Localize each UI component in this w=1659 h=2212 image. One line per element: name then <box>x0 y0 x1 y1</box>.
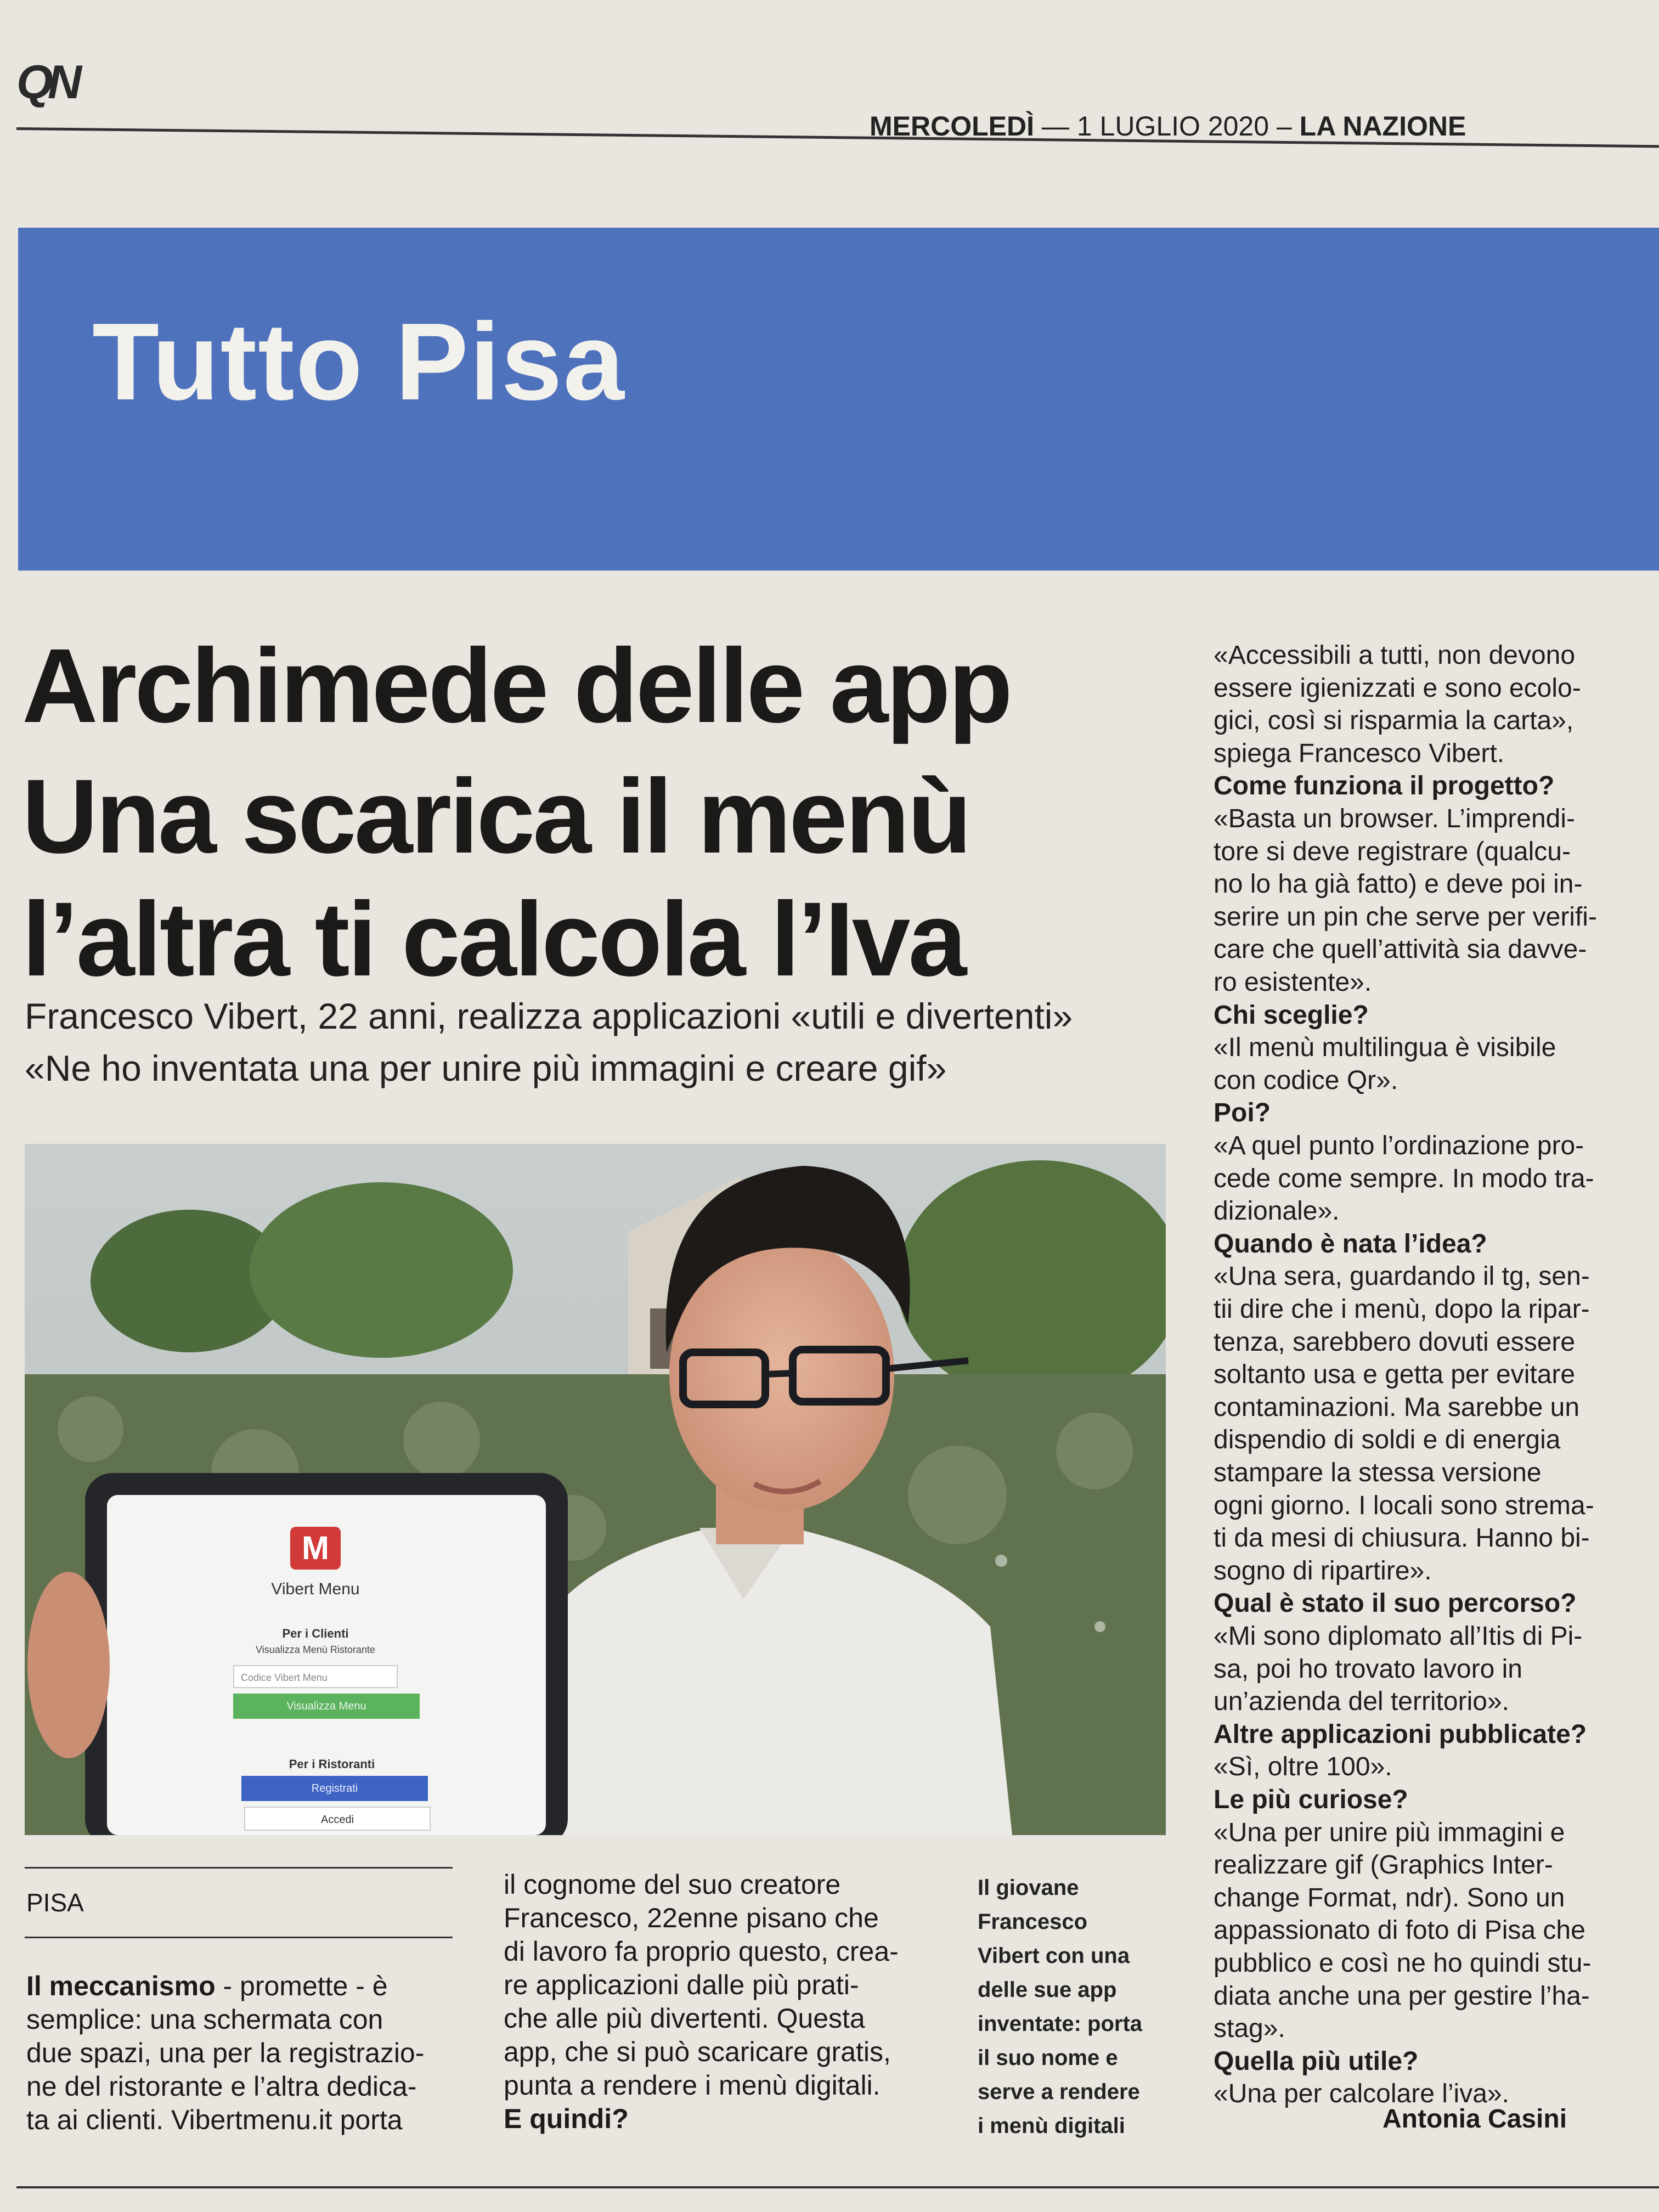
col2-line-3: di lavoro fa proprio questo, crea- <box>504 1936 899 1967</box>
headline-line-3: l’altra ti calcola l’Iva <box>22 880 965 998</box>
issue-dateline: MERCOLEDÌ — 1 LUGLIO 2020 – LA NAZIONE <box>870 111 1466 142</box>
article-text-line: «Accessibili a tutti, non devono <box>1214 641 1576 670</box>
article-text-line: tore si deve registrare (qualcu- <box>1214 837 1571 866</box>
article-text-line: un’azienda del territorio». <box>1214 1687 1509 1717</box>
caption-line-5: inventate: porta <box>978 2012 1143 2036</box>
article-text-line: ogni giorno. I locali sono strema- <box>1214 1491 1594 1520</box>
tablet-restaurants-heading: Per i Ristoranti <box>289 1757 375 1771</box>
col2-line-5: che alle più divertenti. Questa <box>504 2003 865 2034</box>
interview-question: Altre applicazioni pubblicate? <box>1214 1719 1587 1749</box>
article-text-line: spiega Francesco Vibert. <box>1214 738 1505 768</box>
col2-line-7: punta a rendere i menù digitali. <box>504 2070 881 2101</box>
interview-question: Come funziona il progetto? <box>1214 771 1555 801</box>
col2-line-6: app, che si può scaricare gratis, <box>504 2036 891 2067</box>
bottom-rule <box>16 2186 1659 2188</box>
tablet-view-menu-button[interactable]: Visualizza Menu <box>233 1694 420 1719</box>
interview-question: Le più curiose? <box>1214 1785 1408 1814</box>
article-text-line: «Il menù multilingua è visibile <box>1214 1033 1556 1063</box>
col1-line-1: Il meccanismo - promette - è <box>26 1971 388 2001</box>
subtitle-line-2: «Ne ho inventata una per unire più immagini e creare gif» <box>25 1048 947 1088</box>
caption-line-6: il suo nome e <box>978 2046 1118 2070</box>
issue-weekday: MERCOLEDÌ <box>870 111 1034 142</box>
tablet-register-button[interactable]: Registrati <box>241 1776 428 1801</box>
caption-line-2: Francesco <box>978 1910 1088 1934</box>
col1-line-4: ne del ristorante e l’altra dedica- <box>26 2071 417 2102</box>
article-text-line: change Format, ndr). Sono un <box>1214 1883 1565 1912</box>
newspaper-name: LA NAZIONE <box>1299 111 1466 142</box>
tablet-code-input[interactable]: Codice Vibert Menu <box>233 1665 398 1688</box>
interview-question: Quella più utile? <box>1214 2046 1419 2076</box>
article-text-line: pubblico e così ne ho quindi stu- <box>1214 1949 1592 1978</box>
article-text-line: stag». <box>1214 2014 1285 2044</box>
article-text-line: tii dire che i menù, dopo la ripar- <box>1214 1295 1590 1324</box>
photo-illustration <box>25 1144 1166 1835</box>
section-title: Tutto Pisa <box>92 301 625 423</box>
caption-line-7: serve a rendere <box>978 2080 1140 2104</box>
article-text-line: appassionato di foto di Pisa che <box>1214 1916 1585 1945</box>
article-text-line: sogno di ripartire». <box>1214 1556 1432 1585</box>
article-text-line: contaminazioni. Ma sarebbe un <box>1214 1392 1580 1422</box>
article-text-line: «A quel punto l’ordinazione pro- <box>1214 1131 1584 1160</box>
article-text-line: care che quell’attività sia davve- <box>1214 935 1587 964</box>
article-text-line: essere igienizzati e sono ecolo- <box>1214 673 1581 703</box>
article-text-line: no lo ha già fatto) e deve poi in- <box>1214 870 1583 899</box>
tablet-clients-heading: Per i Clienti <box>282 1627 349 1640</box>
headline-line-2: Una scarica il menù <box>22 757 970 875</box>
article-text-line: ti da mesi di chiusura. Hanno bi- <box>1214 1523 1590 1553</box>
article-text-line: «Una per calcolare l’iva». <box>1214 2079 1509 2109</box>
caption-line-8: i menù digitali <box>978 2114 1125 2138</box>
article-text-line: diata anche una per gestire l’ha- <box>1214 1981 1590 2011</box>
caption-line-4: delle sue app <box>978 1978 1117 2002</box>
col1-line-2: semplice: una schermata con <box>26 2004 383 2035</box>
interview-question: Chi sceglie? <box>1214 1000 1369 1030</box>
article-text-line: stampare la stessa versione <box>1214 1458 1542 1487</box>
article-text-line: «Una per unire più immagini e <box>1214 1818 1565 1847</box>
tablet-login-button[interactable]: Accedi <box>244 1807 431 1831</box>
dateline-rule-top <box>25 1867 453 1869</box>
subtitle-line-1: Francesco Vibert, 22 anni, realizza applicazioni «utili e divertenti» <box>25 996 1073 1036</box>
article-text-line: «Una sera, guardando il tg, sen- <box>1214 1262 1590 1291</box>
article-text-line: con codice Qr». <box>1214 1065 1398 1095</box>
caption-line-3: Vibert con una <box>978 1944 1130 1968</box>
article-text-line: sa, poi ho trovato lavoro in <box>1214 1654 1522 1684</box>
dateline-rule-bottom <box>25 1937 453 1938</box>
interview-question: Qual è stato il suo percorso? <box>1214 1589 1577 1618</box>
interview-question: Poi? <box>1214 1098 1271 1128</box>
col2-line-4: re applicazioni dalle più prati- <box>504 1970 859 2000</box>
article-text-line: soltanto usa e getta per evitare <box>1214 1360 1576 1390</box>
headline-line-1: Archimede delle app <box>22 627 1011 744</box>
article-text-line: tenza, sarebbero dovuti essere <box>1214 1327 1576 1357</box>
col1-line-5: ta ai clienti. Vibertmenu.it porta <box>26 2104 403 2135</box>
qn-logo: QN <box>16 56 76 109</box>
tablet-app-name: Vibert Menu <box>271 1580 360 1598</box>
article-text-line: cede come sempre. In modo tra- <box>1214 1164 1594 1193</box>
col2-question: E quindi? <box>504 2103 629 2134</box>
article-text-line: dispendio di soldi e di energia <box>1214 1425 1561 1455</box>
col2-line-2: Francesco, 22enne pisano che <box>504 1903 879 1933</box>
article-text-line: dizionale». <box>1214 1197 1340 1226</box>
article-text-line: «Mi sono diplomato all’Itis di Pi- <box>1214 1622 1583 1651</box>
article-text-line: serire un pin che serve per verifi- <box>1214 902 1597 932</box>
article-text-line: «Sì, oltre 100». <box>1214 1752 1392 1782</box>
tablet-logo-icon: M <box>302 1530 329 1566</box>
article-dateline: PISA <box>26 1888 84 1917</box>
col2-line-1: il cognome del suo creatore <box>504 1869 841 1900</box>
article-text-line: gici, così si risparmia la carta», <box>1214 706 1574 736</box>
caption-line-1: Il giovane <box>978 1876 1079 1900</box>
article-text-line: realizzare gif (Graphics Inter- <box>1214 1850 1553 1880</box>
article-photo <box>25 1144 1166 1835</box>
interview-question: Quando è nata l’idea? <box>1214 1229 1487 1259</box>
issue-date: 1 LUGLIO 2020 <box>1076 111 1269 142</box>
article-text-line: ro esistente». <box>1214 968 1372 997</box>
col1-line-3: due spazi, una per la registrazio- <box>26 2038 425 2068</box>
article-text-line: «Basta un browser. L’imprendi- <box>1214 804 1576 833</box>
tablet-clients-sub: Visualizza Menù Ristorante <box>256 1644 375 1655</box>
author-byline: Antonia Casini <box>1383 2104 1567 2134</box>
